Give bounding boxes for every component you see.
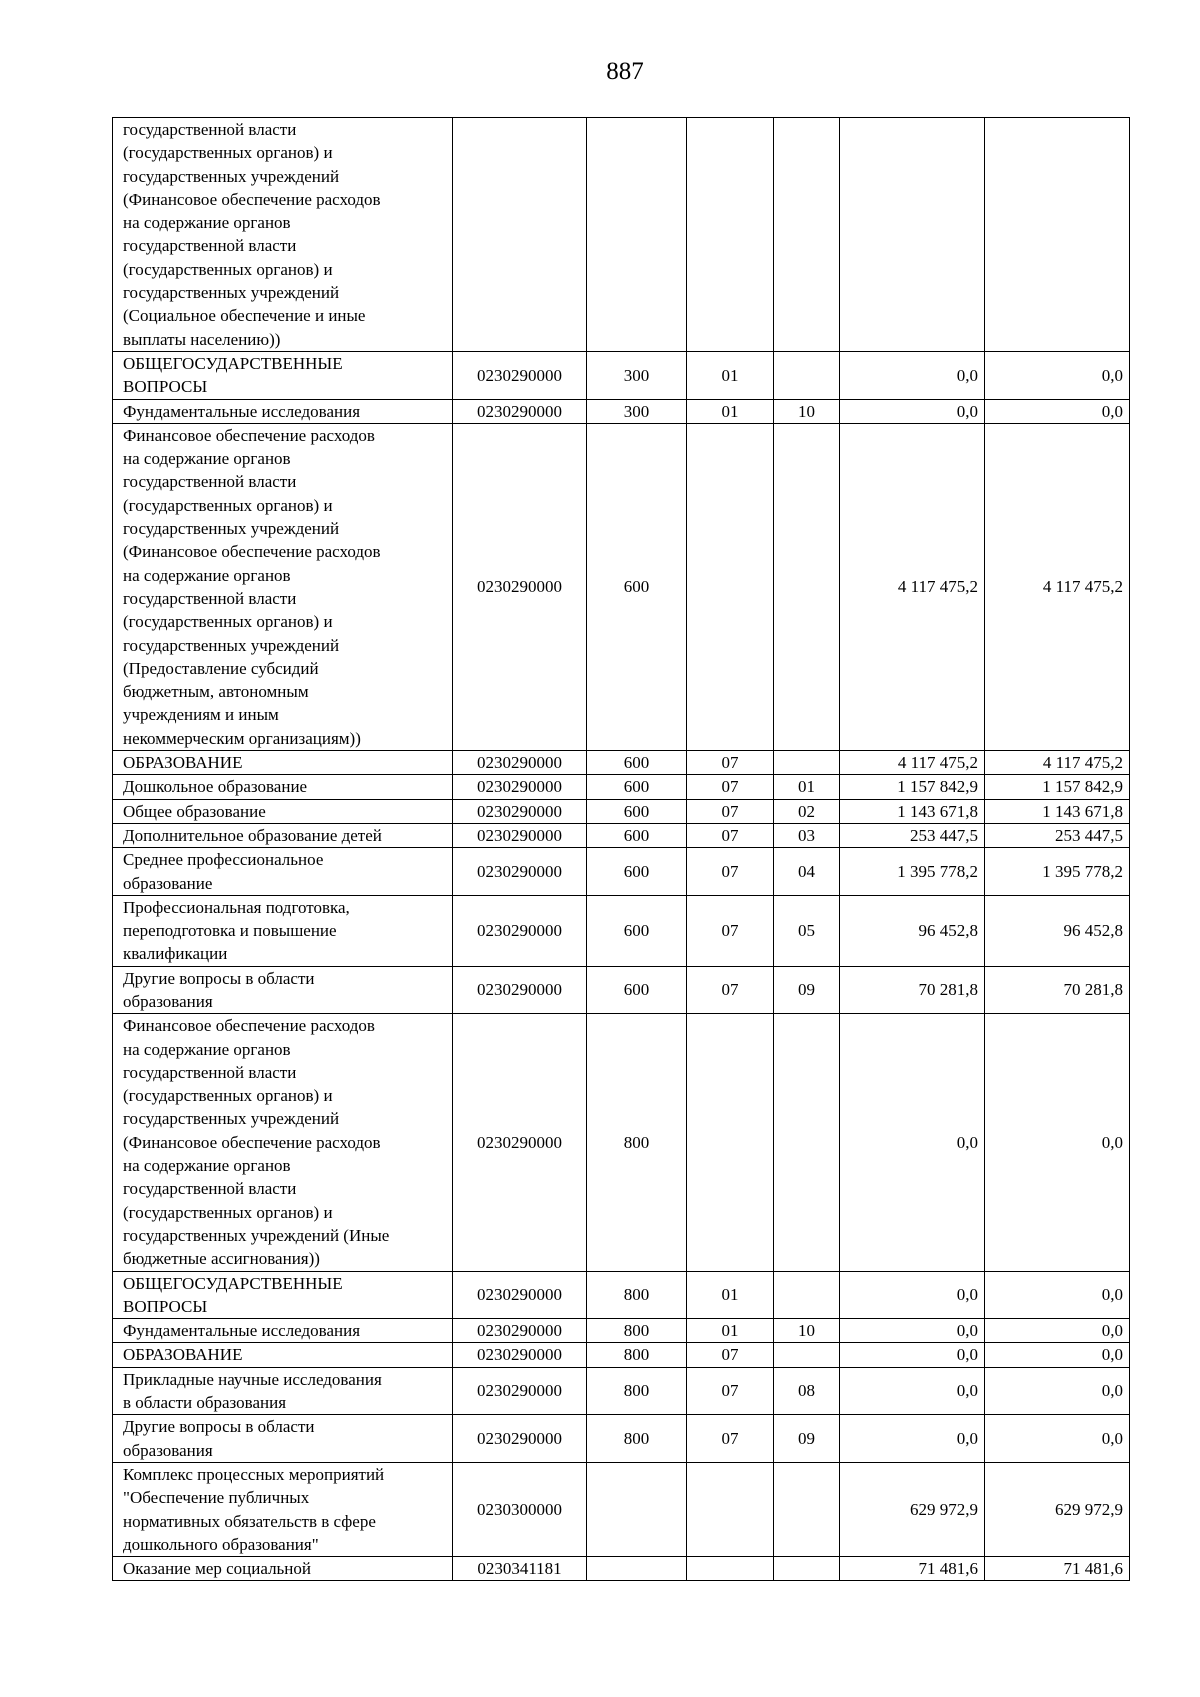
table-row [113,775,1130,799]
row-group: 600 [587,895,687,966]
row-section: 07 [687,1415,774,1463]
row-section: 07 [687,799,774,823]
row-group: 600 [587,751,687,775]
row-name: Комплекс процессных мероприятий "Обеспечение публичных нормативных обязательств в сфере дошкольного образования" [113,1462,453,1556]
row-amount-1: 1 157 842,9 [840,775,985,799]
row-code: 0230341181 [453,1557,587,1581]
row-name: Профессиональная подготовка, переподготовка и повышение квалификации [113,895,453,966]
row-amount-2: 0,0 [985,1367,1130,1415]
row-subsection: 10 [774,399,840,423]
row-group: 600 [587,848,687,896]
row-amount-2: 70 281,8 [985,966,1130,1014]
row-amount-2: 0,0 [985,1014,1130,1271]
row-section: 01 [687,351,774,399]
row-amount-2: 253 447,5 [985,823,1130,847]
row-amount-2: 0,0 [985,399,1130,423]
row-group: 600 [587,823,687,847]
row-code: 0230290000 [453,1343,587,1367]
table-row [113,751,1130,775]
row-subsection: 08 [774,1367,840,1415]
row-name: Дошкольное образование [113,775,453,799]
table-row [113,1271,1130,1319]
row-amount-1: 1 395 778,2 [840,848,985,896]
row-name: Фундаментальные исследования [113,399,453,423]
table-row [113,823,1130,847]
row-code: 0230290000 [453,1271,587,1319]
row-subsection: 03 [774,823,840,847]
row-subsection: 04 [774,848,840,896]
table-row [113,423,1130,750]
row-amount-2: 4 117 475,2 [985,751,1130,775]
row-group: 600 [587,799,687,823]
row-name: Финансовое обеспечение расходов на содержание органов государственной власти (государственных органов) и государственных учреждений (Финансовое обеспечение расходов на содержание органов государственной власти (государственных органов) и государственных учреждений (Иные бюджетные ассигнования)) [113,1014,453,1271]
row-group: 600 [587,423,687,750]
row-name: Другие вопросы в области образования [113,966,453,1014]
row-group: 600 [587,966,687,1014]
row-name: Среднее профессиональное образование [113,848,453,896]
row-section [687,423,774,750]
row-subsection [774,1343,840,1367]
row-amount-1: 629 972,9 [840,1462,985,1556]
row-code: 0230290000 [453,775,587,799]
row-amount-1: 0,0 [840,1271,985,1319]
row-subsection: 09 [774,1415,840,1463]
row-subsection [774,751,840,775]
row-subsection: 05 [774,895,840,966]
row-section: 01 [687,399,774,423]
row-section: 07 [687,895,774,966]
row-name: Финансовое обеспечение расходов на содержание органов государственной власти (государственных органов) и государственных учреждений (Финансовое обеспечение расходов на содержание органов государственной власти (государственных органов) и государственных учреждений (Предоставление субсидий бюджетным, автономным учреждениям и иным некоммерческим организациям)) [113,423,453,750]
row-code: 0230290000 [453,751,587,775]
row-amount-2: 1 143 671,8 [985,799,1130,823]
row-section: 07 [687,966,774,1014]
row-section: 07 [687,823,774,847]
row-code: 0230290000 [453,1415,587,1463]
row-group: 800 [587,1319,687,1343]
table-row [113,799,1130,823]
row-code: 0230290000 [453,1367,587,1415]
row-code: 0230290000 [453,399,587,423]
row-group: 800 [587,1271,687,1319]
row-name: ОБРАЗОВАНИЕ [113,751,453,775]
row-group: 800 [587,1014,687,1271]
row-section [687,1462,774,1556]
row-group [587,1557,687,1581]
row-subsection: 02 [774,799,840,823]
row-amount-1 [840,118,985,352]
table-row [113,1557,1130,1581]
row-subsection [774,1271,840,1319]
row-group: 800 [587,1343,687,1367]
row-group [587,1462,687,1556]
row-subsection: 01 [774,775,840,799]
row-amount-1: 96 452,8 [840,895,985,966]
row-code: 0230290000 [453,1014,587,1271]
table-row [113,1367,1130,1415]
row-name: ОБЩЕГОСУДАРСТВЕННЫЕ ВОПРОСЫ [113,351,453,399]
row-section [687,118,774,352]
row-name: Другие вопросы в области образования [113,1415,453,1463]
row-amount-2: 0,0 [985,1343,1130,1367]
row-amount-2: 4 117 475,2 [985,423,1130,750]
row-amount-1: 0,0 [840,1415,985,1463]
row-name: Прикладные научные исследования в области образования [113,1367,453,1415]
row-name: государственной власти (государственных органов) и государственных учреждений (Финансовое обеспечение расходов на содержание органов государственной власти (государственных органов) и государственных учреждений (Социальное обеспечение и иные выплаты населению)) [113,118,453,352]
row-code: 0230290000 [453,799,587,823]
table-row [113,118,1130,352]
row-code: 0230290000 [453,823,587,847]
row-section: 07 [687,751,774,775]
row-section: 07 [687,848,774,896]
page-number: 887 [606,58,644,85]
row-code: 0230290000 [453,1319,587,1343]
table-row [113,848,1130,896]
table-row [113,895,1130,966]
row-amount-2: 96 452,8 [985,895,1130,966]
row-amount-2: 0,0 [985,1319,1130,1343]
row-amount-1: 0,0 [840,1014,985,1271]
row-section [687,1014,774,1271]
table-row [113,1319,1130,1343]
row-section: 01 [687,1319,774,1343]
budget-table [112,117,1130,1581]
row-group: 800 [587,1367,687,1415]
row-code [453,118,587,352]
row-amount-2: 0,0 [985,1271,1130,1319]
row-subsection [774,351,840,399]
row-amount-2: 629 972,9 [985,1462,1130,1556]
row-name: ОБЩЕГОСУДАРСТВЕННЫЕ ВОПРОСЫ [113,1271,453,1319]
table-row [113,1343,1130,1367]
row-amount-1: 0,0 [840,1343,985,1367]
row-code: 0230290000 [453,423,587,750]
row-subsection [774,118,840,352]
table-row [113,966,1130,1014]
row-code: 0230290000 [453,848,587,896]
row-group [587,118,687,352]
table-row [113,351,1130,399]
table-row [113,1462,1130,1556]
row-amount-1: 4 117 475,2 [840,751,985,775]
row-subsection: 09 [774,966,840,1014]
row-amount-1: 70 281,8 [840,966,985,1014]
row-name: ОБРАЗОВАНИЕ [113,1343,453,1367]
row-code: 0230290000 [453,351,587,399]
row-group: 600 [587,775,687,799]
table-row [113,1415,1130,1463]
table-row [113,1014,1130,1271]
row-amount-2: 0,0 [985,1415,1130,1463]
row-amount-2: 1 395 778,2 [985,848,1130,896]
row-name: Общее образование [113,799,453,823]
row-group: 300 [587,351,687,399]
row-name: Дополнительное образование детей [113,823,453,847]
row-amount-1: 1 143 671,8 [840,799,985,823]
row-amount-1: 0,0 [840,351,985,399]
row-amount-1: 4 117 475,2 [840,423,985,750]
row-code: 0230290000 [453,966,587,1014]
row-subsection [774,1557,840,1581]
row-section [687,1557,774,1581]
row-code: 0230300000 [453,1462,587,1556]
budget-table-body [113,118,1130,1581]
row-amount-1: 253 447,5 [840,823,985,847]
table-row [113,399,1130,423]
row-name: Фундаментальные исследования [113,1319,453,1343]
row-amount-2: 71 481,6 [985,1557,1130,1581]
row-group: 300 [587,399,687,423]
row-amount-2: 1 157 842,9 [985,775,1130,799]
row-section: 07 [687,1343,774,1367]
row-amount-1: 0,0 [840,399,985,423]
row-amount-1: 0,0 [840,1367,985,1415]
row-group: 800 [587,1415,687,1463]
row-subsection [774,1462,840,1556]
row-amount-1: 0,0 [840,1319,985,1343]
row-subsection [774,423,840,750]
row-section: 07 [687,775,774,799]
row-subsection [774,1014,840,1271]
row-amount-2 [985,118,1130,352]
row-amount-1: 71 481,6 [840,1557,985,1581]
row-section: 07 [687,1367,774,1415]
row-subsection: 10 [774,1319,840,1343]
row-section: 01 [687,1271,774,1319]
row-name: Оказание мер социальной [113,1557,453,1581]
row-amount-2: 0,0 [985,351,1130,399]
row-code: 0230290000 [453,895,587,966]
